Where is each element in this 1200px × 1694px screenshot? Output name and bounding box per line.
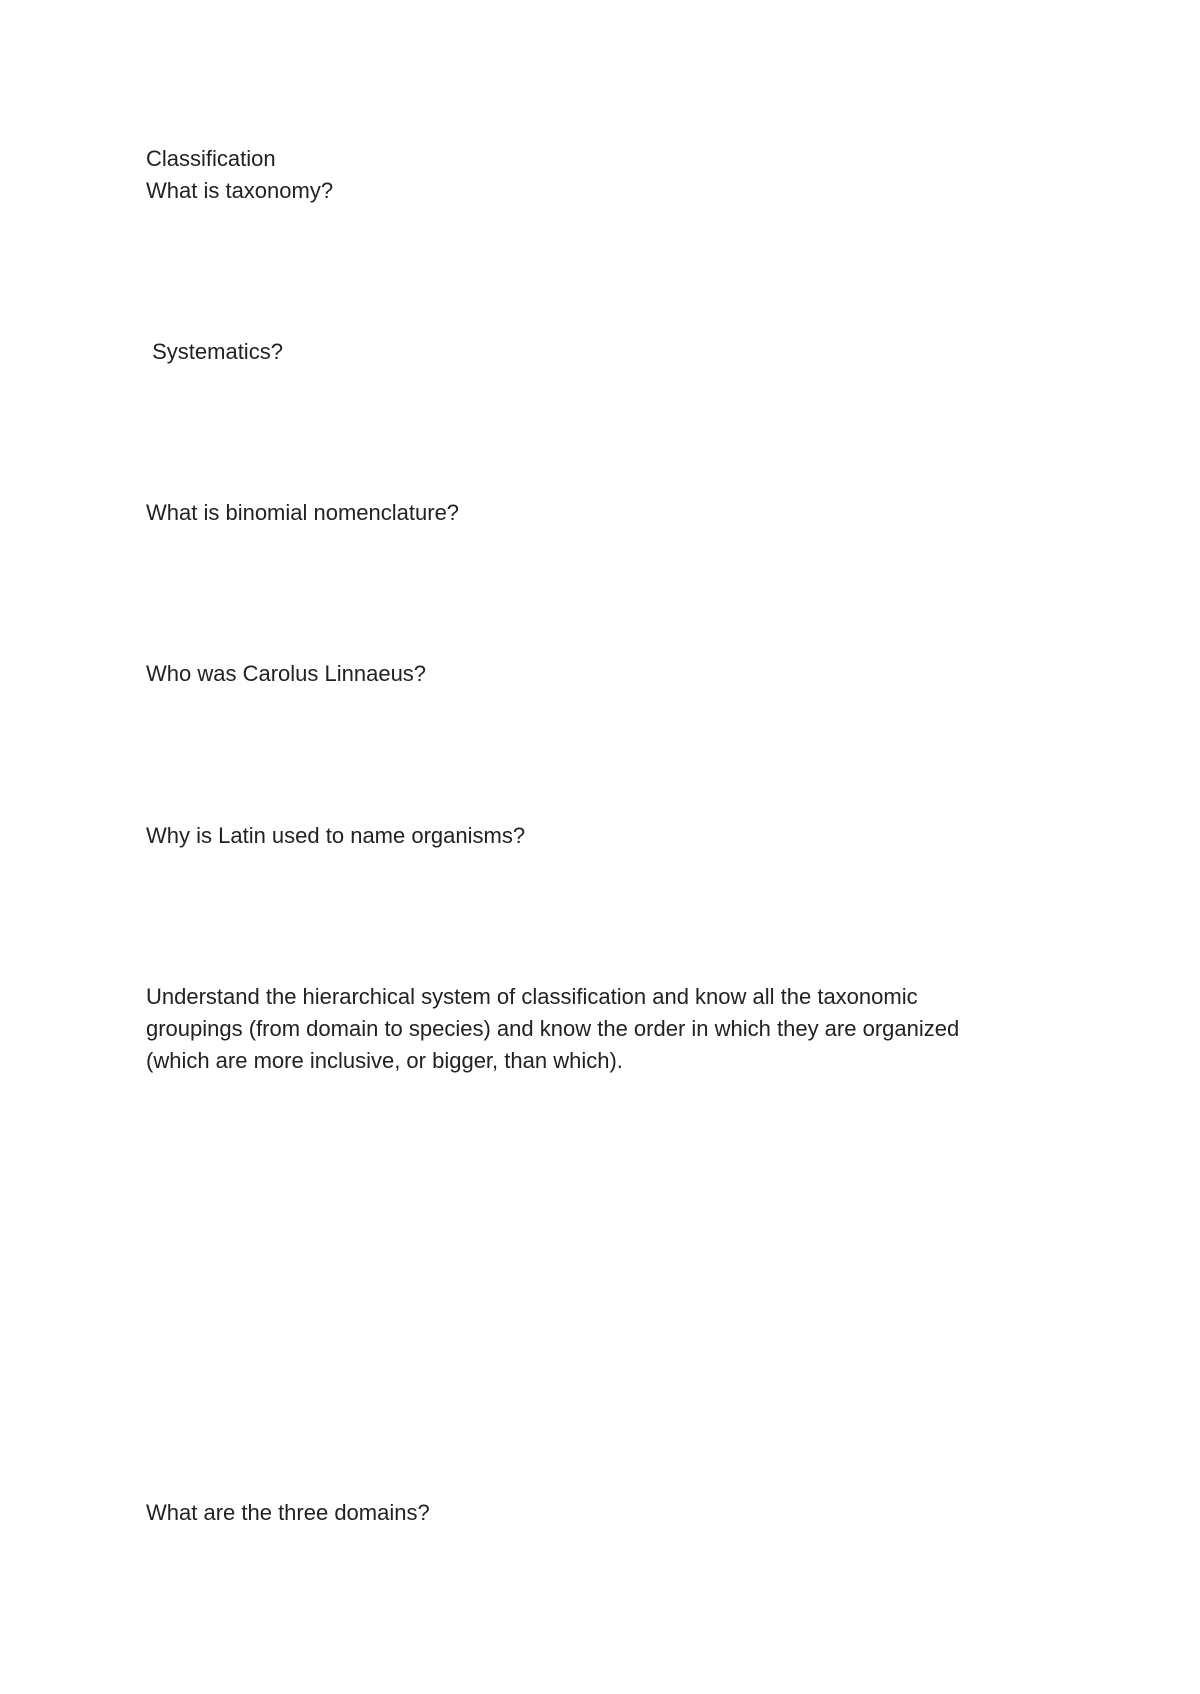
- instruction-line: Understand the hierarchical system of classification and know all the taxonomic: [146, 984, 918, 1009]
- question-taxonomy: What is taxonomy?: [146, 178, 334, 203]
- instruction-paragraph: [146, 981, 1066, 1077]
- question-three-domains: What are the three domains?: [146, 1500, 430, 1525]
- question-binomial-nomenclature: What is binomial nomenclature?: [146, 500, 460, 525]
- instruction-line: (which are more inclusive, or bigger, than which).: [146, 1048, 623, 1073]
- document-title: Classification: [146, 146, 276, 171]
- question-linnaeus: Who was Carolus Linnaeus?: [146, 661, 427, 686]
- question-latin: Why is Latin used to name organisms?: [146, 823, 526, 848]
- question-systematics: Systematics?: [146, 339, 283, 364]
- instruction-line: groupings (from domain to species) and know the order in which they are organized: [146, 1016, 960, 1041]
